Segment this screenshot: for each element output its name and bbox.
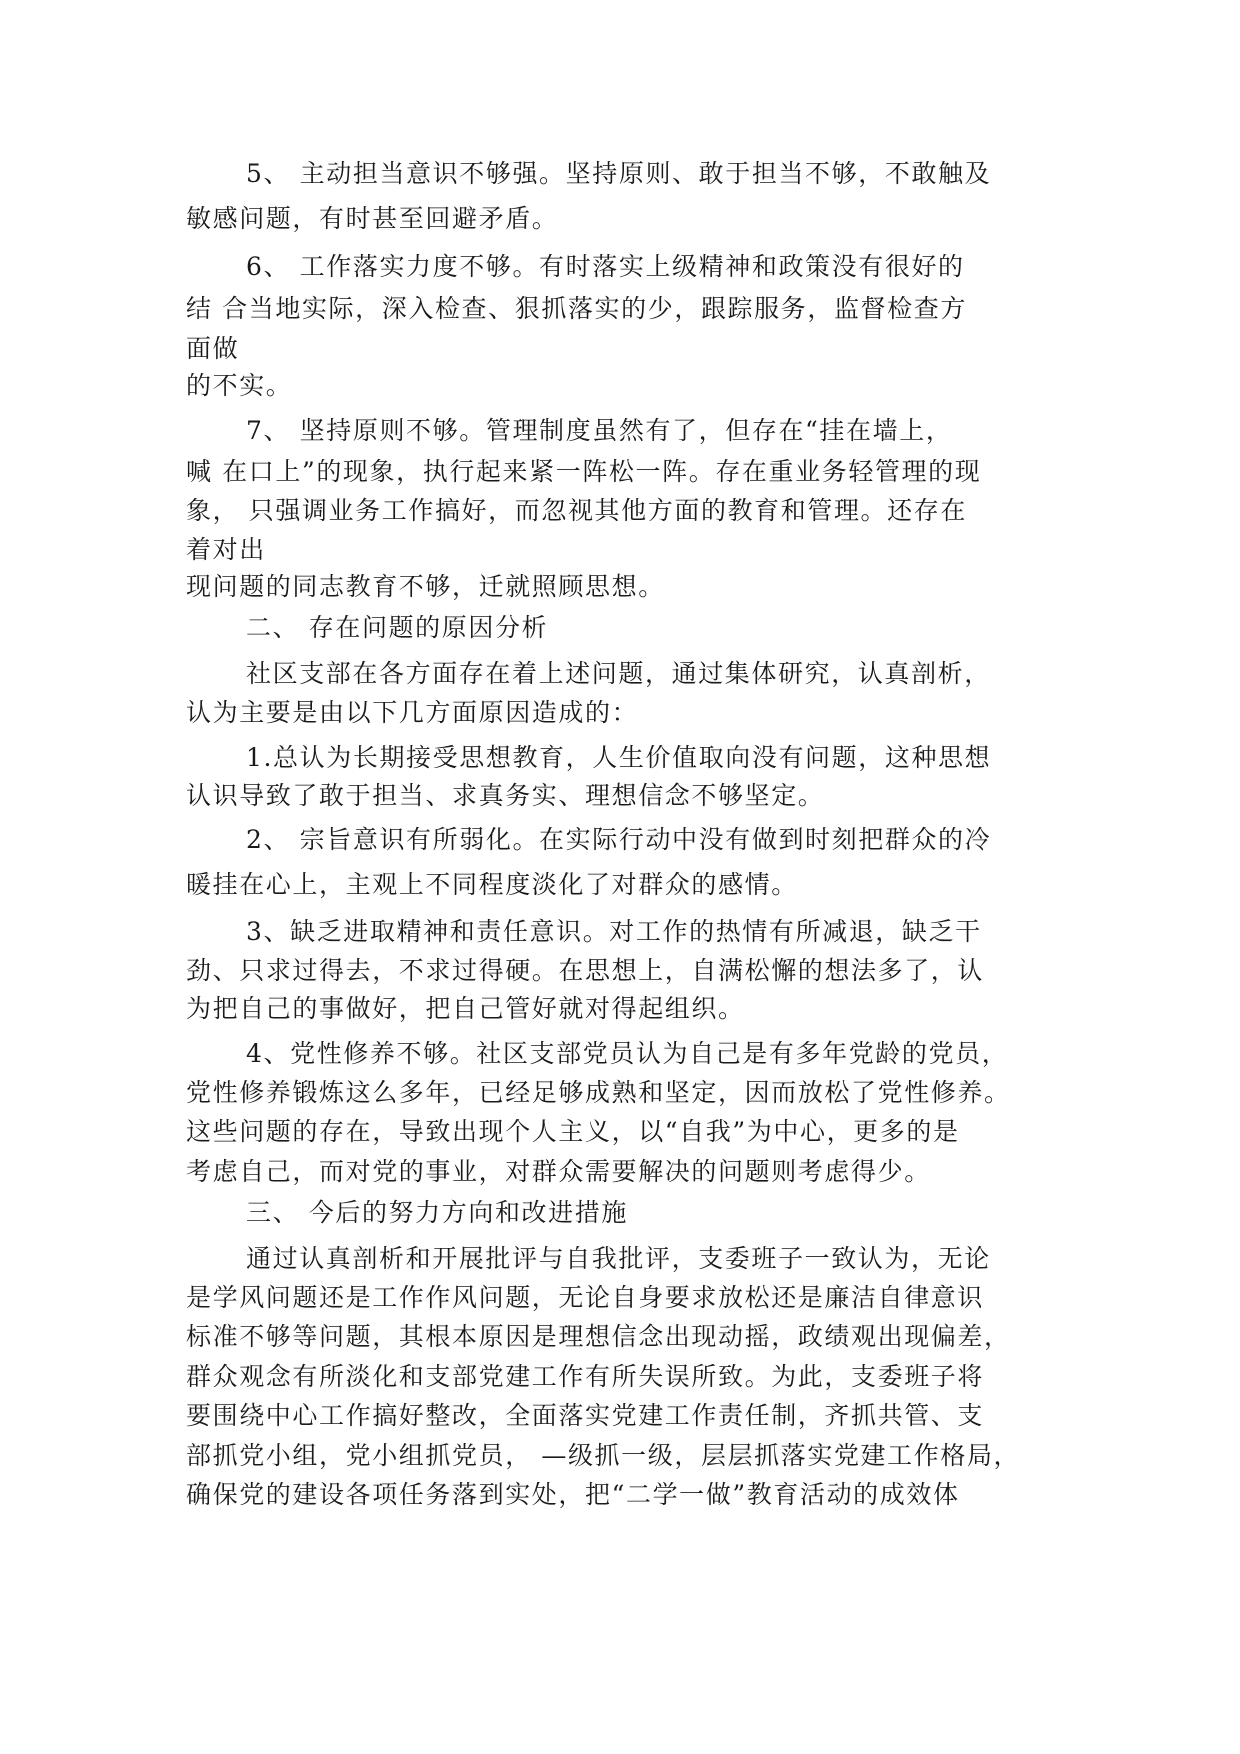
text-line: 党性修养锻炼这么多年，已经足够成熟和坚定，因而放松了党性修养。 [186, 1078, 1011, 1107]
text-line: 4、党性修养不够。社区支部党员认为自己是有多年党龄的党员， [246, 1039, 1009, 1068]
text-line: 通过认真剖析和开展批评与自我批评，支委班子一致认为，无论 [246, 1244, 991, 1273]
text-line: 现问题的同志教育不够，迁就照顾思想。 [186, 572, 665, 601]
text-line: 认为主要是由以下几方面原因造成的： [186, 698, 639, 727]
text-line: 结 合当地实际，深入检查、狠抓落实的少，跟踪服务，监督检查方 [186, 294, 967, 323]
section-heading: 三、 今后的努力方向和改进措施 [246, 1198, 628, 1227]
text-line: 确保党的建设各项任务落到实处，把“二学一做”教育活动的成效体 [186, 1480, 960, 1509]
text-line: 5、 主动担当意识不够强。坚持原则、敢于担当不够，不敢触及 [246, 159, 992, 188]
text-line: 认识导致了敢于担当、求真务实、理想信念不够坚定。 [186, 781, 825, 810]
section-heading: 二、 存在问题的原因分析 [246, 613, 549, 642]
text-line: 群众观念有所淡化和支部党建工作有所失误所致。为此，支委班子将 [186, 1362, 985, 1391]
text-line: 要围绕中心工作搞好整改，全面落实党建工作责任制，齐抓共管、支 [186, 1401, 985, 1430]
text-line: 社区支部在各方面存在着上述问题，通过集体研究，认真剖析， [246, 659, 991, 688]
text-line: 2、 宗旨意识有所弱化。在实际行动中没有做到时刻把群众的冷 [246, 825, 992, 854]
text-line: 面做 [186, 334, 240, 363]
text-line: 这些问题的存在，导致出现个人主义，以“自我”为中心，更多的是 [186, 1117, 960, 1146]
text-line: 为把自己的事做好，把自己管好就对得起组织。 [186, 994, 745, 1023]
text-line: 7、 坚持原则不够。管理制度虽然有了，但存在“挂在墙上， [246, 416, 953, 445]
text-line: 标准不够等问题，其根本原因是理想信念出现动摇，政绩观出现偏差， [186, 1322, 1011, 1351]
text-line: 敏感问题，有时甚至回避矛盾。 [186, 204, 559, 233]
text-line: 6、 工作落实力度不够。有时落实上级精神和政策没有很好的 [246, 252, 965, 281]
text-line: 的不实。 [186, 371, 293, 400]
text-line: 3、缺乏进取精神和责任意识。对工作的热情有所减退，缺乏干 [246, 917, 982, 946]
text-line: 考虑自己，而对党的事业，对群众需要解决的问题则考虑得少。 [186, 1157, 931, 1186]
text-line: 是学风问题还是工作作风问题，无论自身要求放松还是廉洁自律意识 [186, 1283, 985, 1312]
text-line: 喊 在口上”的现象，执行起来紧一阵松一阵。存在重业务轻管理的现 [186, 457, 982, 486]
text-line: 劲、只求过得去，不求过得硬。在思想上，自满松懈的想法多了，认 [186, 956, 985, 985]
text-line: 1.总认为长期接受思想教育，人生价值取向没有问题，这种思想 [246, 743, 992, 772]
text-line: 暖挂在心上，主观上不同程度淡化了对群众的感情。 [186, 870, 798, 899]
text-line: 象， 只强调业务工作搞好，而忽视其他方面的教育和管理。还存在 [186, 496, 967, 525]
text-line: 着对出 [186, 535, 266, 564]
text-line: 部抓党小组，党小组抓党员， —级抓一级，层层抓落实党建工作格局， [186, 1441, 1021, 1470]
